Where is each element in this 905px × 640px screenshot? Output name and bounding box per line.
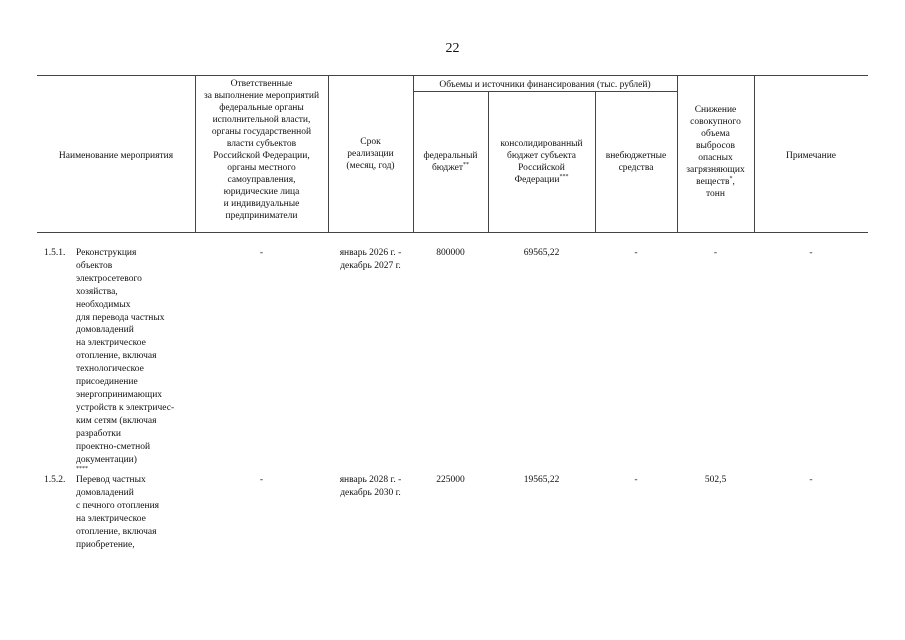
- text-line: присоединение: [76, 377, 138, 388]
- row-federal: 800000: [436, 248, 465, 258]
- header-consolidated: консолидированный бюджет субъекта Российской Федерации***: [500, 139, 583, 185]
- text-line: власти субъектов: [226, 139, 297, 149]
- text-line: документации) ****: [76, 454, 137, 473]
- text-line: исполнительной власти,: [212, 115, 311, 125]
- text-line: объектов: [76, 260, 113, 271]
- text-line: январь 2026 г. -: [339, 248, 402, 258]
- row-activity-name: [76, 247, 174, 479]
- header-responsible: [195, 78, 328, 222]
- text-line: органы государственной: [211, 127, 312, 137]
- header-term: [328, 136, 413, 172]
- text-line: средства: [618, 163, 654, 173]
- text-line: на электрическое: [76, 513, 146, 524]
- text-line: юридические лица: [223, 187, 300, 197]
- text-line: устройств к электричес-: [76, 402, 175, 413]
- text-line: и индивидуальные: [223, 199, 300, 209]
- table-top-rule: [37, 75, 868, 76]
- text-line: Перевод частных: [76, 475, 146, 485]
- text-line: за выполнение мероприятий: [203, 91, 320, 101]
- text-line: отопление, включая: [76, 526, 157, 537]
- text-line: на электрическое: [76, 338, 146, 349]
- row-federal: 225000: [436, 475, 465, 485]
- header-financing: Объемы и источники финансирования (тыс. рублей): [439, 80, 651, 90]
- row-consolidated: 69565,22: [523, 248, 560, 258]
- row-note: -: [809, 248, 813, 258]
- header-name: Наименование мероприятия: [58, 151, 174, 161]
- row-number: 1.5.1.: [44, 248, 66, 258]
- text-line: технологическое: [76, 364, 144, 375]
- row-extrabudget: -: [634, 248, 638, 258]
- text-line: Российской Федерации,: [213, 151, 310, 161]
- text-line: приобретение,: [76, 539, 135, 550]
- header-federal: федеральный бюджет**: [423, 151, 478, 173]
- text-line: Ответственные: [230, 79, 293, 89]
- text-line: отопление, включая: [76, 351, 157, 362]
- text-line: домовладений: [76, 487, 134, 498]
- header-extrabudget: [595, 150, 677, 174]
- text-line: реализации: [347, 149, 394, 159]
- row-responsible: -: [259, 248, 264, 258]
- text-line: внебюджетные: [605, 151, 667, 161]
- text-line: электросетевого: [76, 273, 142, 284]
- row-term: [328, 247, 413, 273]
- text-line: энергопринимающих: [76, 389, 163, 400]
- text-line: ким сетям (включая: [76, 415, 157, 426]
- row-reduction: 502,5: [704, 475, 727, 485]
- text-line: домовладений: [76, 325, 134, 336]
- row-note: -: [809, 475, 813, 485]
- text-line: федеральные органы: [219, 103, 304, 113]
- header-reduction: Снижение совокупного объема выбросов опасных загрязняющих веществ*, тонн: [686, 105, 745, 199]
- header-bottom-rule: [37, 232, 868, 233]
- text-line: для перевода частных: [76, 312, 165, 323]
- text-line: самоуправления,: [227, 175, 296, 185]
- text-line: необходимых: [76, 299, 131, 310]
- row-number: 1.5.2.: [44, 475, 66, 485]
- financing-subheader-rule: [413, 91, 677, 92]
- header-note: Примечание: [785, 151, 837, 161]
- text-line: (месяц, год): [346, 161, 395, 171]
- text-line: разработки: [76, 428, 121, 439]
- text-line: декабрь 2030 г.: [340, 487, 401, 498]
- row-activity-name: [76, 474, 159, 551]
- row-term: [328, 474, 413, 500]
- text-line: хозяйства,: [76, 286, 118, 297]
- text-line: январь 2028 г. -: [339, 475, 402, 485]
- row-consolidated: 19565,22: [523, 475, 560, 485]
- text-line: декабрь 2027 г.: [340, 260, 401, 271]
- row-reduction: -: [713, 248, 718, 258]
- text-line: Реконструкция: [76, 248, 137, 258]
- row-extrabudget: -: [634, 475, 638, 485]
- text-line: органы местного: [227, 163, 296, 173]
- text-line: предприниматели: [225, 211, 298, 221]
- row-responsible: -: [259, 475, 264, 485]
- text-line: проектно-сметной: [76, 441, 151, 452]
- page-number: 22: [445, 41, 460, 56]
- text-line: Срок: [360, 137, 381, 147]
- text-line: с печного отопления: [76, 500, 160, 511]
